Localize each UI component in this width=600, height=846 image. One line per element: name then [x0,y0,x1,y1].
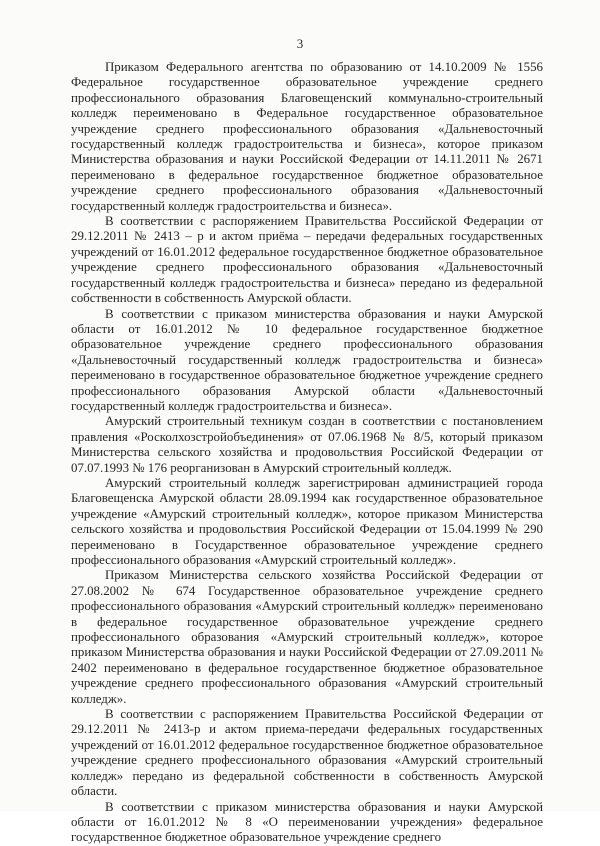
paragraph: Амурский строительный колледж зарегистрирован администрацией города Благовещенска Амурской области 28.09.1994 как государственное образовательное учреждение «Амурский строительный колледж», которое приказом Министерства сельского хозяйства и продовольствия Российской Федерации от 15.04.1999 № 290 переименовано в Государственное образовательное учреждение среднего профессионального образования «Амурский строительный колледж». [71,475,543,567]
paragraph: В соответствии с приказом министерства образования и науки Амурской области от 16.01.2012 № 8 «О переименовании учреждения» федеральное государственное бюджетное образовательное учреждение среднего [71,799,543,845]
page-number: 3 [296,36,304,51]
paragraph: Приказом Министерства сельского хозяйства Российской Федерации от 27.08.2002 № 674 Государственное образовательное учреждение среднего профессионального образования «Амурский строительный колледж» переименовано в федеральное государственное образовательное учреждение среднего профессионального образования «Амурский строительный колледж», которое приказом Министерства образования и науки Российской Федерации от 27.09.2011 № 2402 переименовано в федеральное государственное бюджетное образовательное учреждение среднего профессионального образования «Амурский строительный колледж». [71,568,543,706]
document-body [71,60,543,846]
paragraph: В соответствии с распоряжением Правительства Российской Федерации от 29.12.2011 № 2413-р и актом приема-передачи федеральных государственных учреждений от 16.01.2012 федеральное государственное бюджетное образовательное учреждение среднего профессионального образования «Амурский строительный колледж» передано из федеральной собственности в собственность Амурской области. [71,707,543,799]
paragraph: Приказом Федерального агентства по образованию от 14.10.2009 № 1556 Федеральное государственное образовательное учреждение среднего профессионального образования Благовещенский коммунально-строительный колледж переименовано в Федеральное государственное образовательное учреждение среднего профессионального образования «Дальневосточный государственный колледж градостроительства и бизнеса», которое приказом Министерства образования и науки Российской Федерации от 14.11.2011 № 2671 переименовано в федеральное государственное бюджетное образовательное учреждение среднего профессионального образования «Дальневосточный государственный колледж градостроительства и бизнеса». [71,60,543,213]
paragraph: В соответствии с распоряжением Правительства Российской Федерации от 29.12.2011 № 2413 – р и актом приёма – передачи федеральных государственных учреждений от 16.01.2012 федеральное государственное бюджетное образовательное учреждение среднего профессионального образования «Дальневосточный государственный колледж градостроительства и бизнеса» передано из федеральной собственности в собственность Амурской области. [71,214,543,306]
paragraph: Амурский строительный техникум создан в соответствии с постановлением правления «Росколхозстройобъединения» от 07.06.1968 № 8/5, который приказом Министерства сельского хозяйства и продовольствия Российской Федерации от 07.07.1993 № 176 реорганизован в Амурский строительный колледж. [71,414,543,475]
paragraph: В соответствии с приказом министерства образования и науки Амурской области от 16.01.2012 № 10 федеральное государственное бюджетное образовательное учреждение среднего профессионального образования «Дальневосточный государственный колледж градостроительства и бизнеса» переименовано в государственное образовательное бюджетное учреждение среднего профессионального образования Амурской области «Дальневосточный государственный колледж градостроительства и бизнеса». [71,306,543,413]
